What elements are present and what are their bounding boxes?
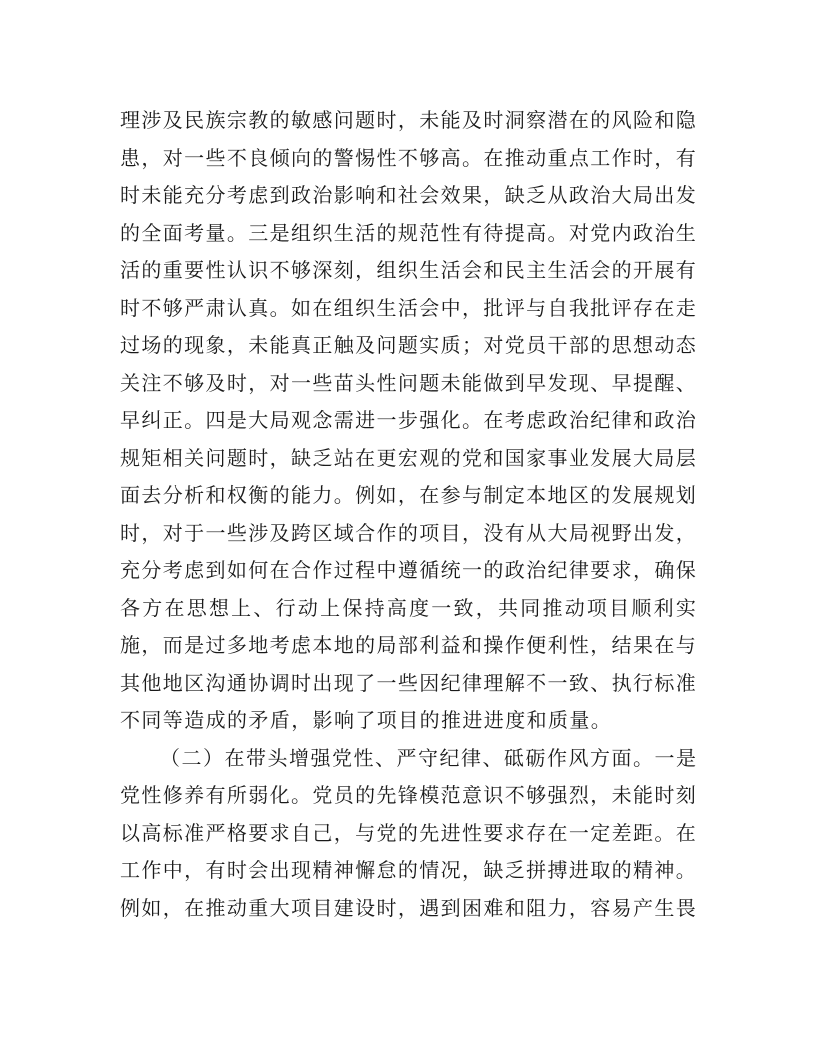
text-line: 施 ， 而 是 过 多 地 考 虑 本 地 的 局 部 利 益 和 操 作 便 利 性 ， 结 果 在 与 [120,633,696,658]
text-line: 时 未 能 充 分 考 虑 到 政 治 影 响 和 社 会 效 果 ， 缺 乏 从 政 治 大 局 出 发 [120,183,696,208]
text-line: 活 的 重 要 性 认 识 不 够 深 刻 ， 组 织 生 活 会 和 民 主 生 活 会 的 开 展 有 [120,258,696,283]
text-line: 过 场 的 现 象 ， 未 能 真 正 触 及 问 题 实 质 ； 对 党 员 干 部 的 思 想 动 态 [120,333,696,358]
text-line: 工 作 中 ， 有 时 会 出 现 精 神 懈 怠 的 情 况 ， 缺 乏 拼 搏 进 取 的 精 神 。 [120,858,696,883]
text-line: 的 全 面 考 量 。 三 是 组 织 生 活 的 规 范 性 有 待 提 高 。 对 党 内 政 治 生 [120,220,696,245]
body-text [120,100,696,925]
text-line: 充 分 考 虑 到 如 何 在 合 作 过 程 中 遵 循 统 一 的 政 治 纪 律 要 求 ， 确 保 [120,558,696,583]
text-line: 患 ， 对 一 些 不 良 倾 向 的 警 惕 性 不 够 高 。 在 推 动 重 点 工 作 时 ， 有 [120,145,696,170]
text-line: 以 高 标 准 严 格 要 求 自 己 ， 与 党 的 先 进 性 要 求 存 在 一 定 差 距 。 在 [120,820,696,845]
text-line: 面 去 分 析 和 权 衡 的 能 力 。 例 如 ， 在 参 与 制 定 本 地 区 的 发 展 规 划 [120,483,696,508]
text-line: 时 ， 对 于 一 些 涉 及 跨 区 域 合 作 的 项 目 ， 没 有 从 大 局 视 野 出 发 ， [120,520,696,545]
text-line: 关 注 不 够 及 时 ， 对 一 些 苗 头 性 问 题 未 能 做 到 早 发 现 、 早 提 醒 、 [120,370,696,395]
text-line: 规 矩 相 关 问 题 时 ， 缺 乏 站 在 更 宏 观 的 党 和 国 家 事 业 发 展 大 局 层 [120,445,696,470]
text-line: 党 性 修 养 有 所 弱 化 。 党 员 的 先 锋 模 范 意 识 不 够 强 烈 ， 未 能 时 刻 [120,783,696,808]
text-line: 例 如 ， 在 推 动 重 大 项 目 建 设 时 ， 遇 到 困 难 和 阻 力 ， 容 易 产 生 畏 [120,895,696,920]
text-line: 时 不 够 严 肃 认 真 。 如 在 组 织 生 活 会 中 ， 批 评 与 自 我 批 评 存 在 走 [120,295,696,320]
text-line: 其 他 地 区 沟 通 协 调 时 出 现 了 一 些 因 纪 律 理 解 不 一 致 、 执 行 标 准 [120,670,696,695]
text-line: 不同等造成的矛盾，影响了项目的推进进度和质量。 [120,708,613,733]
text-line: 理 涉 及 民 族 宗 教 的 敏 感 问 题 时 ， 未 能 及 时 洞 察 潜 在 的 风 险 和 隐 [120,108,696,133]
text-line: 早 纠 正 。 四 是 大 局 观 念 需 进 一 步 强 化 。 在 考 虑 政 治 纪 律 和 政 治 [120,408,696,433]
text-line: 各 方 在 思 想 上 、 行 动 上 保 持 高 度 一 致 ， 共 同 推 动 项 目 顺 利 实 [120,595,696,620]
paragraph-first-line: （ 二 ） 在 带 头 增 强 党 性 、 严 守 纪 律 、 砥 砺 作 风 方 面 。 一 是 [160,745,696,770]
